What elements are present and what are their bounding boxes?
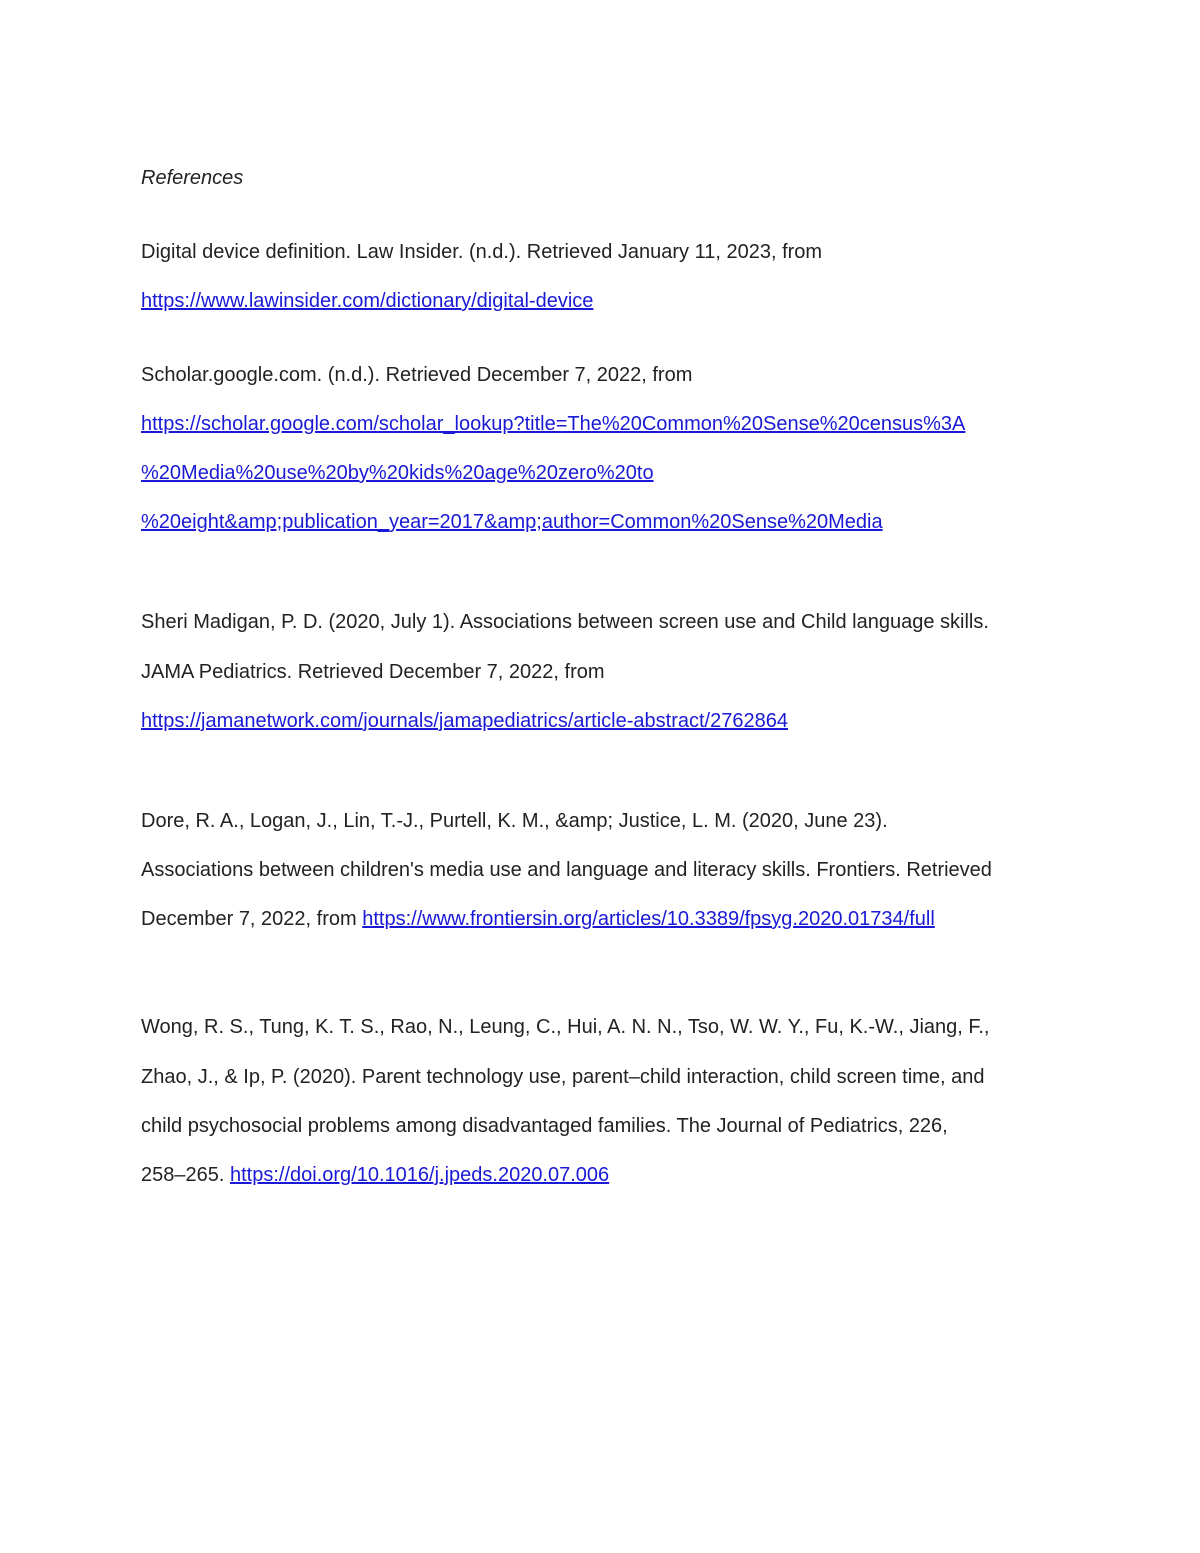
reference-5-line-1: Wong, R. S., Tung, K. T. S., Rao, N., Leung, C., Hui, A. N. N., Tso, W. W. Y., Fu, K.-W., Jiang, F., bbox=[141, 1016, 990, 1038]
reference-5-line-2: Zhao, J., & Ip, P. (2020). Parent technology use, parent–child interaction, child screen time, and bbox=[141, 1066, 985, 1088]
references-heading: References bbox=[141, 167, 244, 189]
reference-1-line-1: Digital device definition. Law Insider. (n.d.). Retrieved January 11, 2023, from bbox=[141, 241, 823, 263]
reference-5-link[interactable]: https://doi.org/10.1016/j.jpeds.2020.07.006 bbox=[229, 1164, 610, 1186]
reference-5-line-3: child psychosocial problems among disadvantaged families. The Journal of Pediatrics, 226, bbox=[141, 1115, 948, 1137]
reference-5-line-4 bbox=[141, 1163, 609, 1187]
reference-2-line-1: Scholar.google.com. (n.d.). Retrieved December 7, 2022, from bbox=[141, 364, 693, 386]
reference-5-pages-text: 258–265. bbox=[141, 1164, 230, 1186]
reference-4-retrieved-text: December 7, 2022, from bbox=[141, 908, 363, 930]
reference-4-link[interactable]: https://www.frontiersin.org/articles/10.3389/fpsyg.2020.01734/full bbox=[362, 908, 935, 930]
reference-2-line-4 bbox=[141, 510, 883, 534]
reference-3-link[interactable]: https://jamanetwork.com/journals/jamapediatrics/article-abstract/2762864 bbox=[141, 710, 788, 732]
reference-4-line-2: Associations between children's media use and language and literacy skills. Frontiers. Retrieved bbox=[141, 859, 992, 881]
reference-2-link-part-1[interactable]: https://scholar.google.com/scholar_lookup?title=The%20Common%20Sense%20census%3A bbox=[141, 413, 966, 435]
reference-1-link[interactable]: https://www.lawinsider.com/dictionary/digital-device bbox=[141, 290, 594, 312]
reference-1-line-2 bbox=[141, 289, 593, 313]
reference-2-link-part-2[interactable]: %20Media%20use%20by%20kids%20age%20zero%20to bbox=[141, 462, 654, 484]
reference-3-line-2: JAMA Pediatrics. Retrieved December 7, 2022, from bbox=[141, 661, 605, 683]
reference-2-line-2 bbox=[141, 412, 965, 436]
reference-4-line-1: Dore, R. A., Logan, J., Lin, T.-J., Purtell, K. M., &amp; Justice, L. M. (2020, June 23). bbox=[141, 810, 888, 832]
reference-3-line-1: Sheri Madigan, P. D. (2020, July 1). Associations between screen use and Child language skills. bbox=[141, 611, 989, 633]
reference-4-line-3 bbox=[141, 907, 935, 931]
reference-2-line-3 bbox=[141, 461, 654, 485]
reference-3-line-3 bbox=[141, 709, 788, 733]
reference-2-link-part-3[interactable]: %20eight&amp;publication_year=2017&amp;author=Common%20Sense%20Media bbox=[141, 511, 883, 533]
